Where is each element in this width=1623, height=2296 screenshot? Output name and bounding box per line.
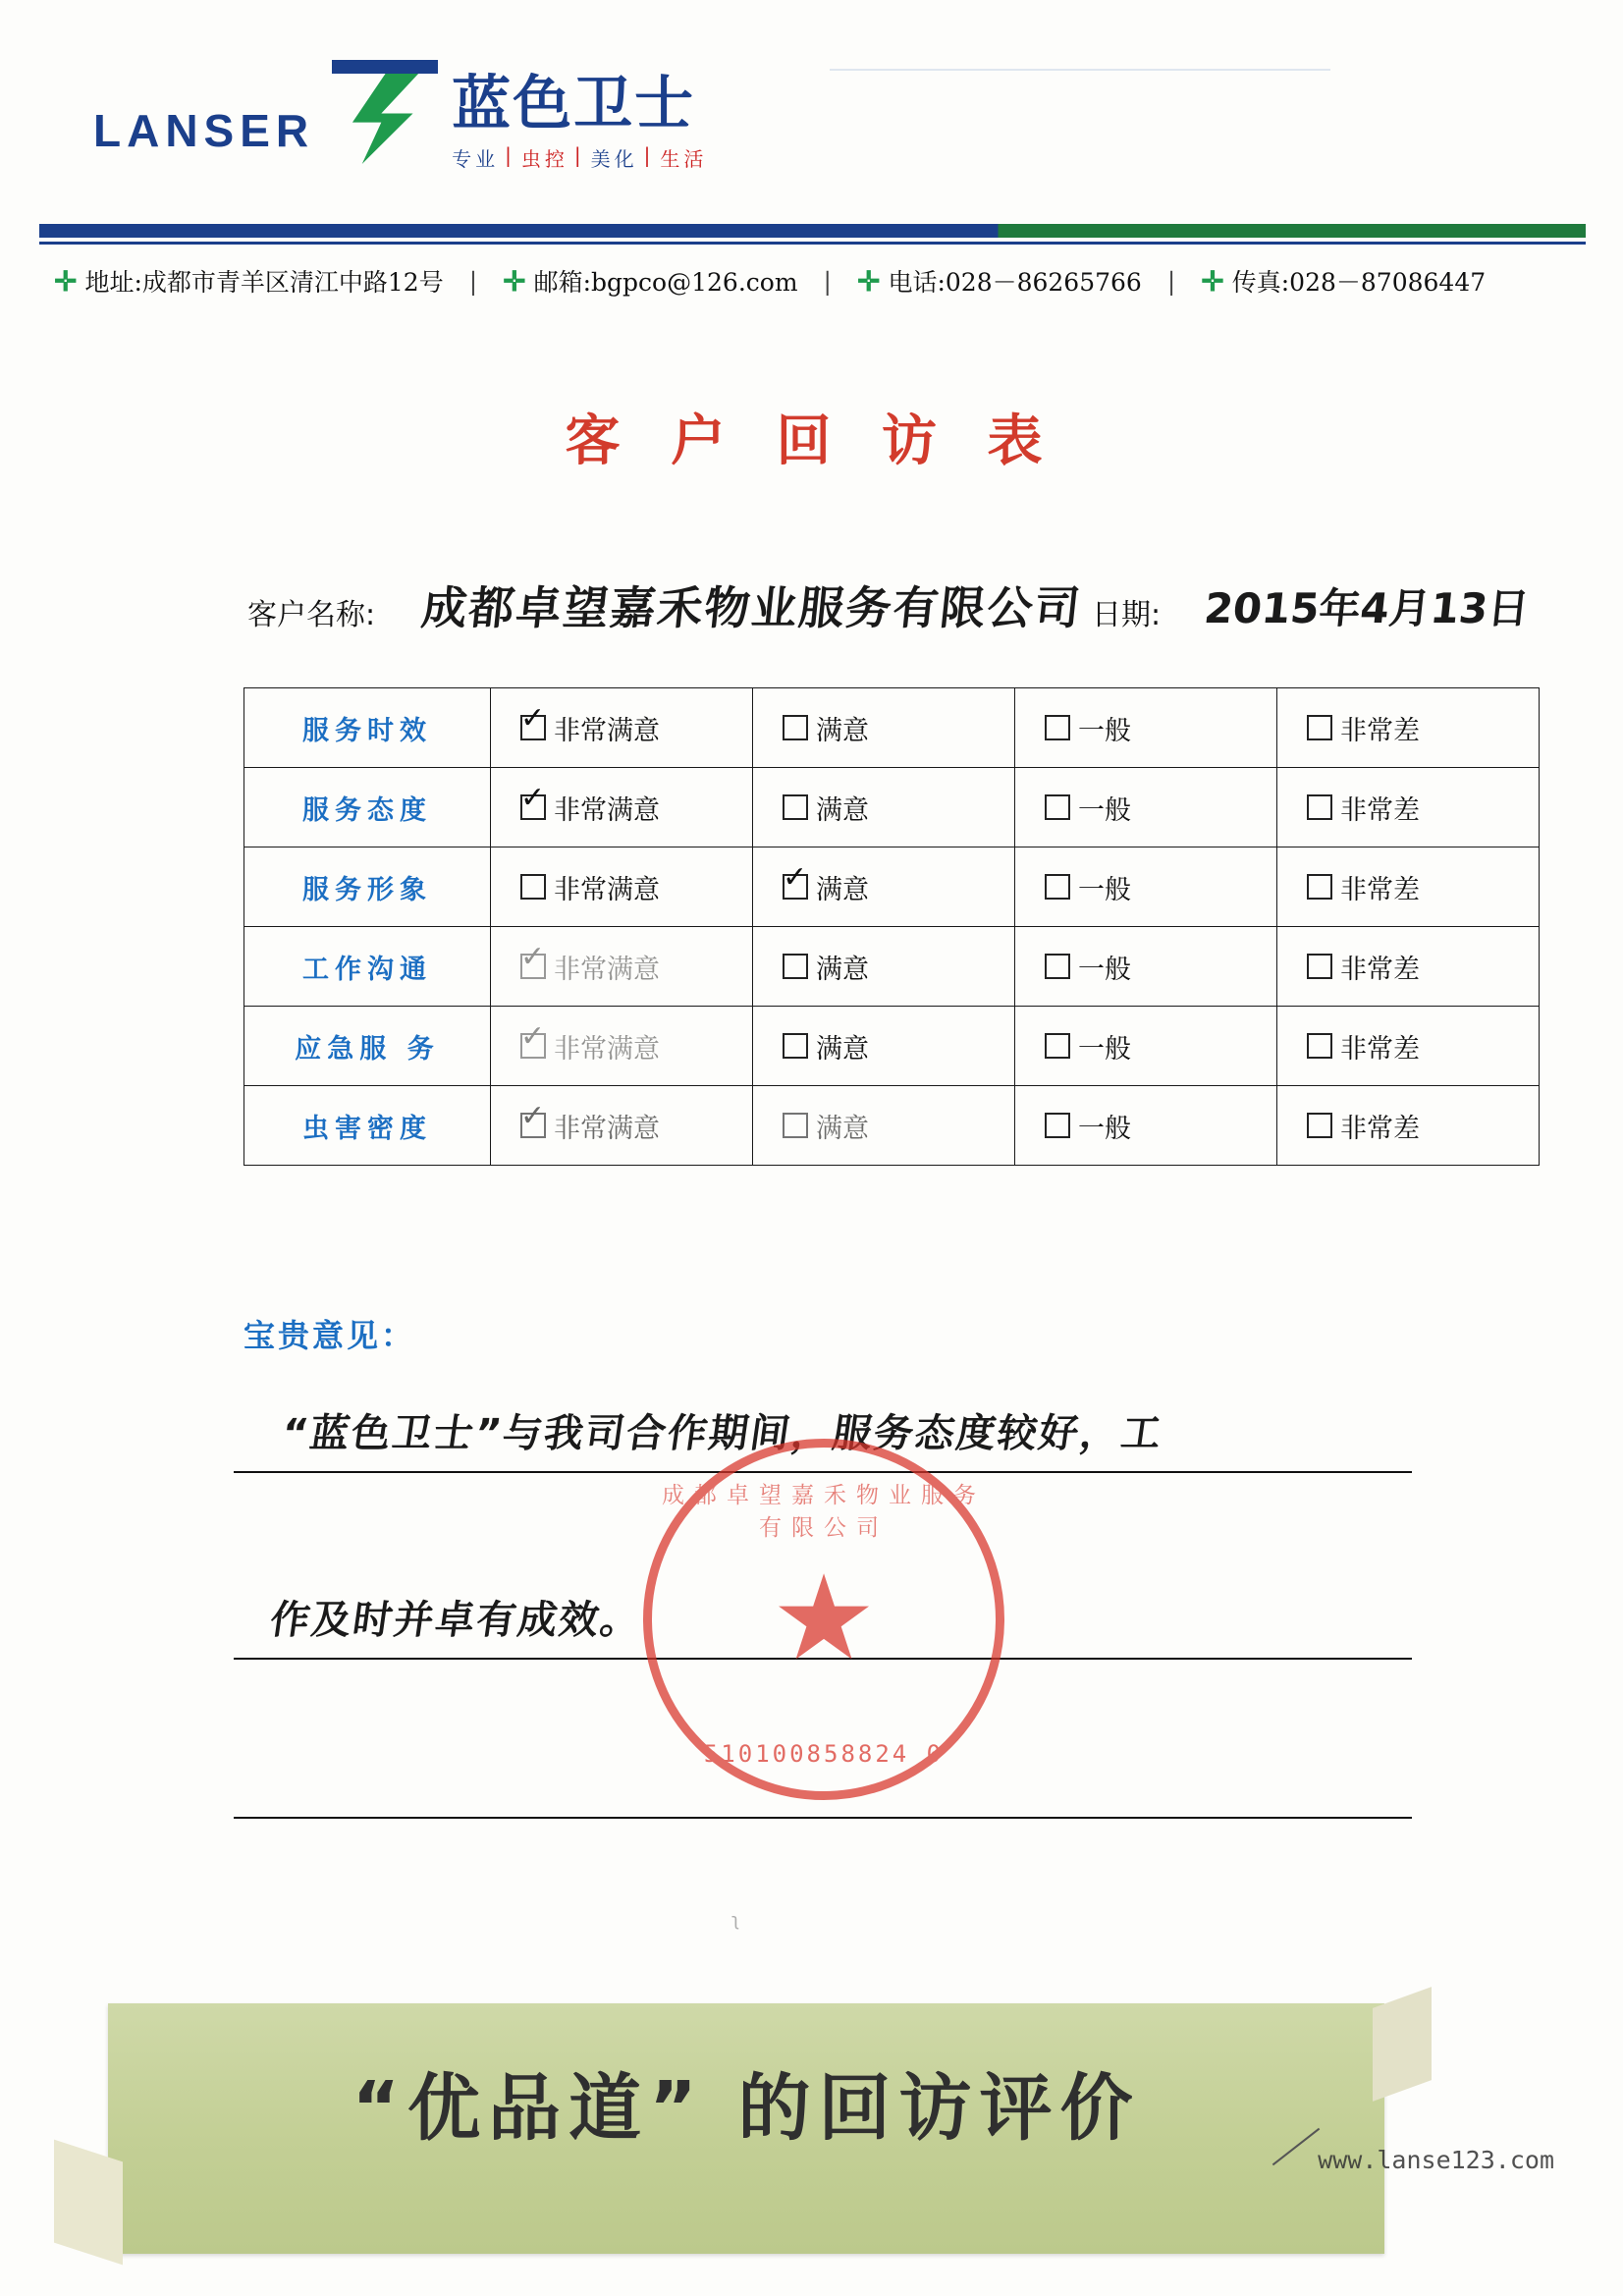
table-row [244, 1007, 1540, 1086]
checkbox-very-poor[interactable] [1307, 794, 1332, 820]
logo-chinese-name: 蓝色卫士 [452, 70, 696, 138]
option-cell[interactable] [1277, 688, 1540, 768]
option-label: 满意 [816, 1033, 869, 1065]
lightning-bolt-icon [332, 60, 438, 166]
customer-name-value: 成都卓望嘉禾物业服务有限公司 [418, 581, 1085, 634]
option-label: 一般 [1078, 874, 1131, 905]
plus-icon: ✛ [1201, 264, 1224, 298]
checkbox-satisfied[interactable] [783, 954, 808, 979]
option-cell[interactable] [1015, 1007, 1277, 1086]
option-label: 满意 [816, 715, 869, 746]
contact-separator: | [823, 266, 832, 296]
decorative-line [830, 69, 1330, 71]
option-cell[interactable] [1015, 688, 1277, 768]
contact-address-label: 地址:成都市青羊区清江中路12号 [84, 268, 444, 297]
checkbox-very-satisfied[interactable] [520, 874, 546, 900]
header-rule-bar [39, 224, 1586, 238]
option-label: 非常差 [1340, 954, 1420, 985]
logo-latin-name: LANSER [93, 105, 315, 156]
contact-phone [857, 263, 1142, 299]
contact-phone-label: 电话:028－86265766 [888, 268, 1142, 297]
table-row [244, 927, 1540, 1007]
contact-separator: | [1166, 266, 1176, 296]
survey-table [243, 687, 1540, 1166]
checkbox-very-poor[interactable] [1307, 1113, 1332, 1138]
option-label: 满意 [816, 794, 869, 826]
date-value: 2015年4月13日 [1202, 584, 1532, 632]
customer-name-label: 客户名称: [247, 598, 376, 632]
option-label: 一般 [1078, 794, 1131, 826]
bottom-banner [108, 2003, 1384, 2254]
checkbox-satisfied[interactable] [783, 1113, 808, 1138]
option-label: 非常满意 [554, 954, 660, 985]
option-label: 非常差 [1340, 1113, 1420, 1144]
contact-address [54, 263, 444, 299]
option-cell[interactable] [1015, 847, 1277, 927]
option-label: 非常满意 [554, 1033, 660, 1065]
tagline-part-1: 专业 [452, 147, 500, 171]
checkbox-average[interactable] [1045, 794, 1070, 820]
option-cell[interactable] [1277, 1086, 1540, 1166]
checkbox-very-satisfied[interactable] [520, 954, 546, 979]
table-row [244, 847, 1540, 927]
checkbox-satisfied[interactable] [783, 794, 808, 820]
option-label: 满意 [816, 874, 869, 905]
checkbox-average[interactable] [1045, 1113, 1070, 1138]
pencil-smudge: ʅ [731, 1910, 740, 1931]
option-cell[interactable] [491, 1007, 753, 1086]
option-label: 非常差 [1340, 1033, 1420, 1065]
option-cell[interactable] [1277, 768, 1540, 847]
option-label: 非常满意 [554, 715, 660, 746]
checkbox-average[interactable] [1045, 954, 1070, 979]
date-label: 日期: [1092, 598, 1162, 632]
star-icon: ★ [771, 1554, 877, 1684]
option-cell[interactable] [753, 927, 1015, 1007]
option-cell[interactable] [753, 1086, 1015, 1166]
checkbox-very-poor[interactable] [1307, 874, 1332, 900]
opinion-rule-3 [234, 1817, 1412, 1819]
option-cell[interactable] [753, 768, 1015, 847]
tagline-part-3: 美化 [590, 147, 638, 171]
header-rule-thin [39, 242, 1586, 245]
option-label: 满意 [816, 954, 869, 985]
logo-chinese-block [452, 54, 707, 172]
plus-icon: ✛ [503, 264, 526, 298]
row-category: 应急服 务 [244, 1007, 491, 1086]
checkbox-average[interactable] [1045, 1033, 1070, 1059]
seal-code: 510100858824 0 [703, 1740, 945, 1768]
table-row [244, 1086, 1540, 1166]
option-cell[interactable] [1277, 927, 1540, 1007]
option-label: 非常满意 [554, 1113, 660, 1144]
option-cell[interactable] [753, 847, 1015, 927]
row-category: 虫害密度 [244, 1086, 491, 1166]
contact-separator: | [468, 266, 478, 296]
option-cell[interactable] [491, 1086, 753, 1166]
checkbox-very-satisfied[interactable] [520, 715, 546, 740]
table-row [244, 768, 1540, 847]
company-logo [93, 54, 707, 172]
option-cell[interactable] [491, 847, 753, 927]
option-cell[interactable] [491, 768, 753, 847]
contact-fax-label: 传真:028－87086447 [1231, 268, 1487, 297]
option-label: 一般 [1078, 715, 1131, 746]
opinion-handwriting-line-2: 作及时并卓有成效。 [267, 1598, 645, 1643]
option-label: 非常差 [1340, 715, 1420, 746]
option-label: 非常满意 [554, 874, 660, 905]
option-cell[interactable] [1015, 1086, 1277, 1166]
checkbox-very-poor[interactable] [1307, 954, 1332, 979]
opinion-label: 宝贵意见： [243, 1317, 416, 1354]
row-category: 服务态度 [244, 768, 491, 847]
row-category: 服务形象 [244, 847, 491, 927]
option-label: 非常差 [1340, 874, 1420, 905]
company-seal-stamp [643, 1439, 1004, 1800]
checkbox-very-satisfied[interactable] [520, 794, 546, 820]
checkbox-satisfied[interactable] [783, 1033, 808, 1059]
option-cell[interactable] [491, 927, 753, 1007]
option-cell[interactable] [753, 688, 1015, 768]
contact-email [503, 263, 797, 299]
checkbox-satisfied[interactable] [783, 715, 808, 740]
option-label: 一般 [1078, 954, 1131, 985]
option-cell[interactable] [1015, 927, 1277, 1007]
plus-icon: ✛ [856, 264, 881, 298]
row-category: 工作沟通 [244, 927, 491, 1007]
banner-fold-left [54, 2140, 123, 2266]
checkbox-very-poor[interactable] [1307, 1033, 1332, 1059]
option-label: 非常满意 [554, 794, 660, 826]
opinion-handwriting-line-1: “蓝色卫士”与我司合作期间，服务态度较好，工 [279, 1411, 1166, 1456]
table-row [244, 688, 1540, 768]
checkbox-average[interactable] [1045, 715, 1070, 740]
checkbox-average[interactable] [1045, 874, 1070, 900]
website-url: www.lanse123.com [1318, 2146, 1554, 2174]
option-cell[interactable] [1015, 768, 1277, 847]
customer-line [247, 581, 1532, 643]
checkbox-satisfied[interactable] [783, 874, 808, 900]
tagline-part-4: 生活 [660, 147, 708, 171]
option-label: 满意 [816, 1113, 869, 1144]
row-category: 服务时效 [244, 688, 491, 768]
contact-row [54, 263, 1586, 299]
checkbox-very-poor[interactable] [1307, 715, 1332, 740]
option-label: 一般 [1078, 1113, 1131, 1144]
option-label: 一般 [1078, 1033, 1131, 1065]
page-title: 客 户 回 访 表 [565, 410, 1058, 473]
option-cell[interactable] [1277, 847, 1540, 927]
checkbox-very-satisfied[interactable] [520, 1033, 546, 1059]
banner-text: “优品道” 的回访评价 [352, 2066, 1141, 2151]
plus-icon: ✛ [54, 264, 78, 298]
option-cell[interactable] [1277, 1007, 1540, 1086]
option-label: 非常差 [1340, 794, 1420, 826]
contact-email-label: 邮箱:bgpco@126.com [533, 268, 798, 297]
option-cell[interactable] [753, 1007, 1015, 1086]
logo-tagline: 专业 | 虫控 | 美化 | 生活 [452, 143, 708, 171]
seal-company-name: 成都卓望嘉禾物业服务有限公司 [662, 1483, 986, 1541]
contact-fax [1201, 263, 1486, 299]
checkbox-very-satisfied[interactable] [520, 1113, 546, 1138]
option-cell[interactable] [491, 688, 753, 768]
letterhead [0, 0, 1623, 298]
tagline-part-2: 虫控 [520, 147, 568, 171]
